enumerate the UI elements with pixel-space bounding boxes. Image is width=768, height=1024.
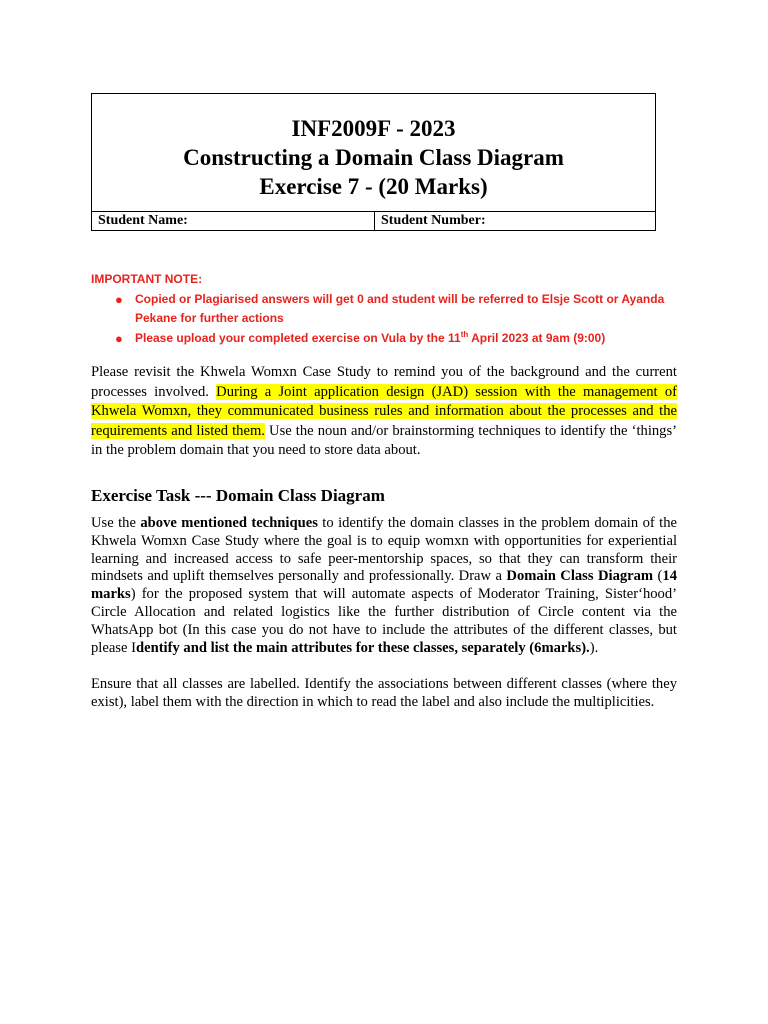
bullet-icon: ● bbox=[115, 330, 123, 346]
note-item-text: Please upload your completed exercise on Vula by the 11 bbox=[135, 330, 461, 345]
intro-text: Please revisit the Khwela Womxn Case Study to remind you of the background and the current processes involved. bbox=[91, 364, 677, 400]
note-list bbox=[91, 290, 681, 349]
document-title: Constructing a Domain Class Diagram bbox=[183, 145, 564, 170]
intro-paragraph bbox=[91, 363, 677, 461]
task-text: ) for the proposed system that will automate aspects of Moderator Training, Sister‘hood’ Circle Allocation and related logistics like the further distribution of Circle content via the WhatsApp bot (In this case you do not have to include the attributes of the different classes, but please I bbox=[91, 586, 677, 656]
intro-text-end: Use the noun and/or brainstorming techniques to identify the ‘things’ in the problem domain that you need to store data about. bbox=[91, 422, 678, 458]
note-heading: IMPORTANT NOTE: bbox=[91, 272, 203, 286]
exercise-title: Exercise 7 - (20 Marks) bbox=[259, 174, 488, 199]
note-item-text: Copied or Plagiarised answers will get 0 and student will be referred to Elsje Scott or Ayanda Pekane for further actions bbox=[135, 291, 665, 325]
title-block bbox=[92, 94, 655, 212]
note-item-text-end: April 2023 at 9am (9:00) bbox=[468, 330, 606, 345]
highlighted-text: During a Joint application design (JAD) session with the management of Khwela Womxn, they communicated business rules and information about the processes and the requirements and listed them. bbox=[91, 383, 677, 439]
student-number-label: Student Number: bbox=[381, 213, 486, 228]
task-bold: Domain Class Diagram bbox=[506, 568, 654, 585]
task-text: to identify the domain classes in the problem domain of the Khwela Womxn Case Study where the goal is to equip womxn with opportunities for experiential learning and increased access to safe peer-mentorship spaces, so that they can transform their mindsets and uplift themselves personally and professionally. Draw a bbox=[91, 515, 677, 585]
superscript: th bbox=[460, 329, 469, 339]
task-paragraph-2: Ensure that all classes are labelled. Identify the associations between different classes (where they exist), label them with the direction in which to read the label and also include the multiplicities. bbox=[91, 676, 677, 710]
student-name-label: Student Name: bbox=[92, 212, 375, 230]
task-bold: dentify and list the main attributes for these classes, separately (6marks). bbox=[135, 639, 590, 656]
task-text: Use the bbox=[91, 515, 141, 531]
task-bold: above mentioned techniques bbox=[140, 515, 318, 531]
note-item-upload bbox=[91, 329, 681, 349]
header-table bbox=[91, 93, 656, 231]
task-paragraph bbox=[91, 515, 677, 657]
student-info-row bbox=[92, 212, 655, 230]
task-bold: 14 marks bbox=[91, 568, 677, 603]
note-item-plagiarism bbox=[91, 290, 681, 329]
task-text: ( bbox=[653, 568, 663, 585]
bullet-icon: ● bbox=[115, 291, 123, 307]
section-heading: Exercise Task --- Domain Class Diagram bbox=[91, 486, 385, 505]
important-note bbox=[91, 270, 681, 348]
course-code: INF2009F - 2023 bbox=[291, 116, 456, 141]
task-text: ). bbox=[589, 639, 599, 656]
